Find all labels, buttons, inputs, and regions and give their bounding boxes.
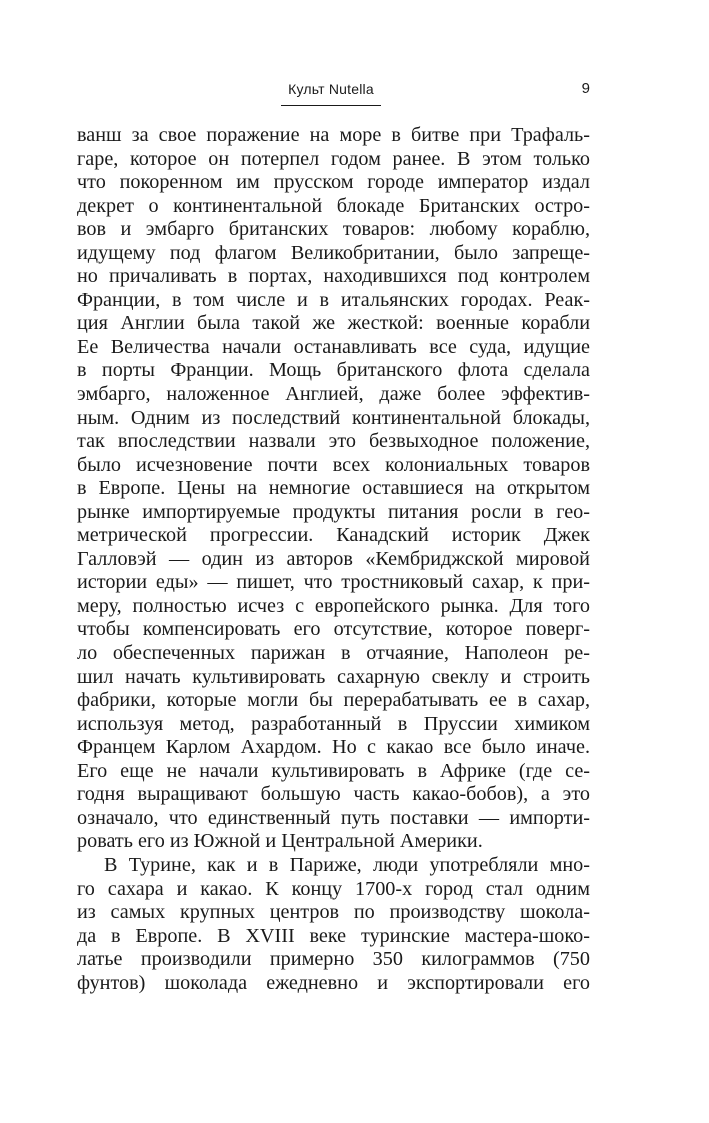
text-line: Его еще не начали культивировать в Африке (где се- — [77, 759, 590, 782]
text-line: из самых крупных центров по производству шокола- — [77, 901, 590, 924]
text-line: Франции, в том числе и в итальянских городах. Реак- — [77, 288, 590, 311]
body-text — [77, 124, 590, 995]
text-line: идущему под флагом Великобритании, было запреще- — [77, 241, 590, 264]
text-line: чтобы компенсировать его отсутствие, которое поверг- — [77, 618, 590, 641]
text-line: рынке импортируемые продукты питания росли в гео- — [77, 500, 590, 523]
paragraph-last-line: ровать его из Южной и Центральной Америки. — [77, 830, 483, 853]
text-line: да в Европе. В XVIII веке туринские мастера-шоко- — [77, 924, 590, 947]
header-rule — [281, 105, 381, 106]
text-line: в порты Франции. Мощь британского флота сделала — [77, 359, 590, 382]
text-line: ным. Одним из последствий континентальной блокады, — [77, 406, 590, 429]
paragraph-first-line: В Турине, как и в Париже, люди употребляли мно- — [104, 853, 590, 876]
text-line: используя метод, разработанный в Пруссии химиком — [77, 712, 590, 735]
text-line: эмбарго, наложенное Англией, даже более эффектив- — [77, 383, 590, 406]
text-line: так впоследствии назвали это безвыходное положение, — [77, 430, 590, 453]
text-line: вов и эмбарго британских товаров: любому кораблю, — [77, 218, 590, 241]
page-number: 9 — [581, 80, 590, 97]
running-title: Культ Nutella — [288, 81, 374, 97]
text-line: меру, полностью исчез с европейского рынка. Для того — [77, 594, 590, 617]
text-line: декрет о континентальной блокаде Британских остро- — [77, 194, 590, 217]
text-line: в Европе. Цены на немногие оставшиеся на открытом — [77, 477, 590, 500]
text-line: что покоренном им прусском городе император издал — [77, 171, 590, 194]
text-line: ция Англии была такой же жесткой: военные корабли — [77, 312, 590, 335]
running-header — [0, 78, 709, 106]
text-line: го сахара и какао. К концу 1700-х город стал одним — [77, 877, 590, 900]
text-line: означало, что единственный путь поставки — импорти- — [77, 806, 590, 829]
text-line: годня выращивают большую часть какао-бобов), а это — [77, 783, 590, 806]
text-line: гаре, которое он потерпел годом ранее. В этом только — [77, 147, 590, 170]
text-line: латье производили примерно 350 килограммов (750 — [77, 948, 590, 971]
text-line: метрической прогрессии. Канадский историк Джек — [77, 524, 590, 547]
text-line: Галловэй — один из авторов «Кембриджской мировой — [77, 547, 590, 570]
text-line: но причаливать в портах, находившихся под контролем — [77, 265, 590, 288]
text-line: Францем Карлом Ахардом. Но с какао все было иначе. — [77, 736, 590, 759]
text-line: Ее Величества начали останавливать все суда, идущие — [77, 335, 590, 358]
text-line: было исчезновение почти всех колониальных товаров — [77, 453, 590, 476]
text-line: шил начать культивировать сахарную свеклу и строить — [77, 665, 590, 688]
text-line: ванш за свое поражение на море в битве при Трафаль- — [77, 124, 590, 146]
text-line: истории еды» — пишет, что тростниковый сахар, к при- — [77, 571, 590, 594]
text-line: фабрики, которые могли бы перерабатывать ее в сахар, — [77, 689, 590, 712]
text-line: ло обеспеченных парижан в отчаяние, Наполеон ре- — [77, 642, 590, 665]
text-line: фунтов) шоколада ежедневно и экспортировали его — [77, 971, 590, 994]
